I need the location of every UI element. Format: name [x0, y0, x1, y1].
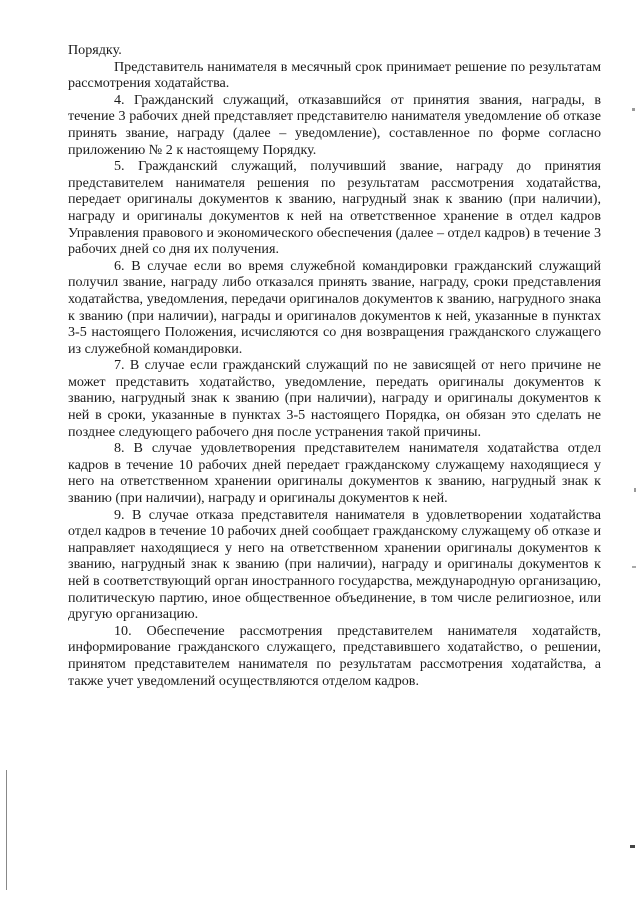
paragraph-continuation: Порядку. [68, 42, 122, 58]
scan-dot-mark [632, 108, 635, 111]
scan-dot-mark [630, 845, 635, 848]
document-body [68, 42, 601, 689]
paragraph-decision-term: Представитель нанимателя в месячный срок принимает решение по результатам рассмотрения ходатайства. [68, 58, 601, 92]
paragraph-item-8: 8. В случае удовлетворения представителем нанимателя ходатайства отдел кадров в течение 10 рабочих дней передает гражданскому служащему находящиеся у него на ответственном хранении оригиналы документов к званию, нагрудный знак к званию (при наличии), награду и оригиналы документов к ней. [68, 440, 601, 507]
paragraph-item-5: 5. Гражданский служащий, получивший звание, награду до принятия представителем нанимателя решения по результатам рассмотрения ходатайства, передает оригиналы документов к званию, нагрудный знак к званию (при наличии), награду и оригиналы документов к ней на ответственное хранение в отдел кадров Управления правового и экономического обеспечения (далее – отдел кадров) в течение 3 рабочих дней со дня их получения. [68, 158, 601, 258]
scan-dot-mark [634, 488, 636, 492]
paragraph-item-10: 10. Обеспечение рассмотрения представителем нанимателя ходатайств, информирование гражданского служащего, представившего ходатайство, о решении, принятом представителем нанимателя по результатам рассмотрения ходатайства, а также учет уведомлений осуществляются отделом кадров. [68, 622, 601, 689]
paragraph-item-7: 7. В случае если гражданский служащий по не зависящей от него причине не может представить ходатайство, уведомление, передать оригиналы документов к званию, нагрудный знак к званию (при наличии), награду и оригиналы документов к ней в сроки, указанные в пунктах 3-5 настоящего Порядка, он обязан это сделать не позднее следующего рабочего дня после устранения такой причины. [68, 357, 601, 440]
scan-dot-mark [632, 566, 636, 568]
paragraph-item-6: 6. В случае если во время служебной командировки гражданский служащий получил звание, награду либо отказался принять звание, награду, сроки представления ходатайства, уведомления, передачи оригиналов документов к званию, нагрудного знака к званию (при наличии), награды и оригиналов документов к ней, указанные в пунктах 3-5 настоящего Положения, исчисляются со дня возвращения гражданского служащего из служебной командировки. [68, 257, 601, 357]
scan-edge-mark [6, 770, 7, 890]
paragraph-item-4: 4. Гражданский служащий, отказавшийся от принятия звания, награды, в течение 3 рабочих дней представляет представителю нанимателя уведомление об отказе принять звание, награду (далее – уведомление), составленное по форме согласно приложению № 2 к настоящему Порядку. [68, 91, 601, 158]
paragraph-item-9: 9. В случае отказа представителя нанимателя в удовлетворении ходатайства отдел кадров в течение 10 рабочих дней сообщает гражданскому служащему об отказе и направляет находящиеся у него на ответственном хранении оригиналы документов к званию, нагрудный знак к званию (при наличии), награду и оригиналы документов к ней в соответствующий орган иностранного государства, международную организацию, политическую партию, иное общественное объединение, в том числе религиозное, или другую организацию. [68, 506, 601, 623]
